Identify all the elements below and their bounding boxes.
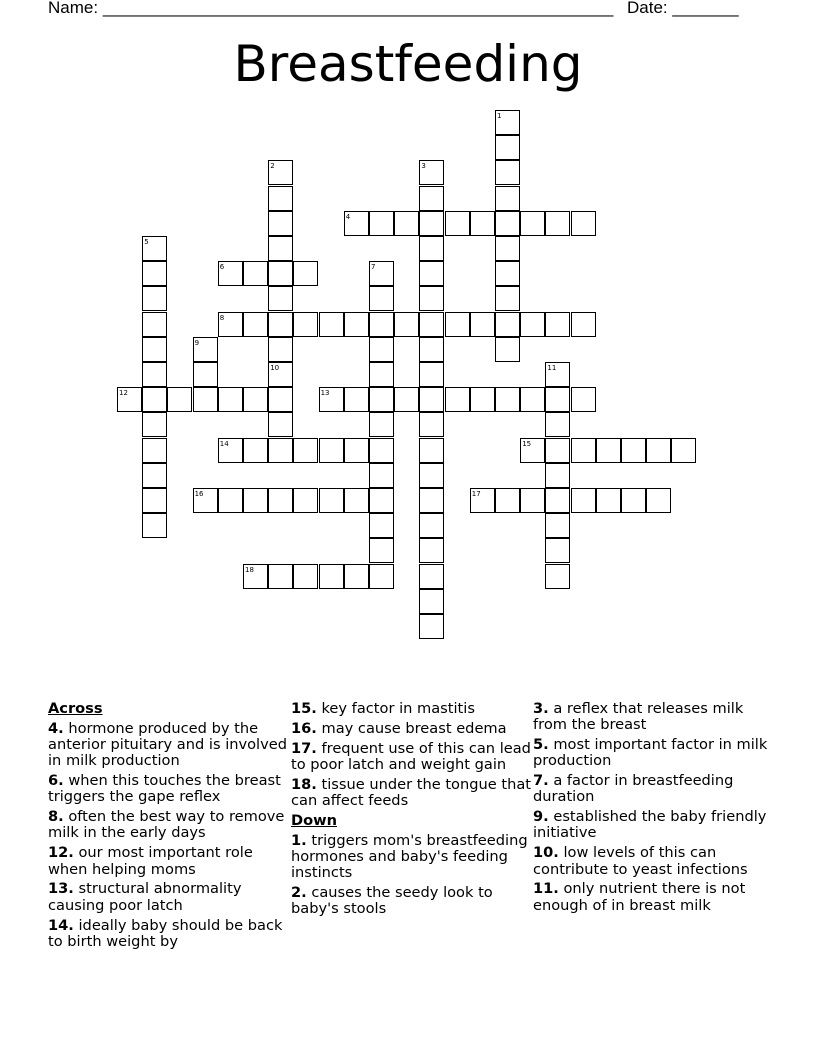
clue-number: 12 (119, 389, 128, 398)
grid-cell[interactable] (344, 211, 369, 236)
clue-number-label: 10. (533, 844, 559, 862)
grid-cell[interactable] (419, 286, 444, 311)
name-line[interactable]: ______________________________________________________ (102, 0, 614, 17)
clue-text: most important factor in milk production (533, 736, 768, 770)
across-clue (48, 845, 288, 877)
down-clue (533, 737, 773, 769)
grid-cell[interactable] (218, 261, 243, 286)
clue-number-label: 9. (533, 808, 549, 826)
grid-cell[interactable] (142, 337, 167, 362)
grid-cell[interactable] (495, 160, 520, 185)
clue-number-label: 11. (533, 880, 559, 898)
grid-cell[interactable] (142, 261, 167, 286)
clue-text: frequent use of this can lead to poor latch and weight gain (291, 739, 531, 773)
grid-cell[interactable] (293, 438, 318, 463)
clue-number-label: 5. (533, 736, 549, 754)
grid-cell[interactable] (419, 362, 444, 387)
grid-cell[interactable] (142, 387, 167, 412)
clue-text: tissue under the tongue that can affect feeds (291, 775, 531, 810)
grid-cell[interactable] (268, 564, 293, 589)
grid-cell[interactable] (520, 211, 545, 236)
grid-cell[interactable] (445, 312, 470, 337)
grid-cell[interactable] (243, 488, 268, 513)
clue-column-1 (48, 701, 288, 954)
clue-number: 7 (371, 263, 376, 272)
grid-cell[interactable] (293, 312, 318, 337)
grid-cell[interactable] (419, 236, 444, 261)
grid-cell[interactable] (117, 387, 142, 412)
clue-number: 11 (547, 364, 557, 372)
down-clue (533, 881, 773, 913)
grid-cell[interactable] (621, 488, 646, 513)
grid-cell[interactable] (142, 463, 167, 488)
grid-cell[interactable] (520, 438, 545, 463)
grid-cell[interactable] (142, 488, 167, 513)
clue-number: 6 (219, 263, 225, 272)
grid-cell[interactable] (268, 488, 293, 513)
grid-cell[interactable] (344, 564, 369, 589)
down-heading: Down (291, 811, 338, 829)
grid-cell[interactable] (369, 312, 394, 337)
grid-cell[interactable] (545, 513, 570, 538)
clue-number-label: 17. (291, 739, 317, 757)
grid-cell[interactable] (369, 337, 394, 362)
grid-cell[interactable] (268, 362, 293, 387)
grid-cell[interactable] (545, 438, 570, 463)
grid-cell[interactable] (142, 438, 167, 463)
clue-number: 17 (471, 490, 481, 498)
across-clue (291, 721, 531, 737)
grid-cell[interactable] (419, 463, 444, 488)
clue-text: when this touches the breast triggers the gape reflex (48, 772, 281, 806)
grid-cell[interactable] (142, 513, 167, 538)
grid-cell[interactable] (470, 312, 495, 337)
grid-cell[interactable] (268, 160, 293, 185)
grid-cell[interactable] (193, 387, 218, 412)
grid-cell[interactable] (495, 261, 520, 286)
grid-cell[interactable] (319, 312, 344, 337)
clue-number: 18 (245, 565, 254, 574)
grid-cell[interactable] (369, 211, 394, 236)
grid-cell[interactable] (193, 337, 218, 362)
clue-number-label: 7. (533, 772, 549, 790)
clue-text: key factor in mastitis (316, 700, 475, 717)
clue-text: triggers mom's breastfeeding hormones and baby's feeding instincts (291, 831, 528, 882)
grid-cell[interactable] (268, 312, 293, 337)
clue-number: 14 (219, 439, 229, 448)
clue-number-label: 8. (48, 808, 64, 826)
grid-cell[interactable] (243, 261, 268, 286)
clue-number-label: 15. (291, 700, 317, 717)
grid-cell[interactable] (520, 312, 545, 337)
down-clue (291, 885, 531, 917)
grid-cell[interactable] (545, 463, 570, 488)
grid-cell[interactable] (369, 513, 394, 538)
grid-cell[interactable] (419, 614, 444, 639)
grid-cell[interactable] (596, 488, 621, 513)
clue-text: established the baby friendly initiative (533, 808, 767, 842)
grid-cell[interactable] (495, 488, 520, 513)
grid-cell[interactable] (545, 538, 570, 563)
date-line[interactable]: _______ (672, 0, 739, 17)
grid-cell[interactable] (545, 387, 570, 412)
clue-number-label: 4. (48, 719, 64, 737)
grid-cell[interactable] (319, 387, 344, 412)
grid-cell[interactable] (268, 438, 293, 463)
grid-cell[interactable] (571, 312, 596, 337)
grid-cell[interactable] (495, 312, 520, 337)
grid-cell[interactable] (470, 387, 495, 412)
clue-number-label: 3. (533, 700, 549, 717)
grid-cell[interactable] (545, 412, 570, 437)
grid-cell[interactable] (571, 387, 596, 412)
grid-cell[interactable] (344, 387, 369, 412)
clue-number: 2 (270, 162, 275, 171)
grid-cell[interactable] (646, 438, 671, 463)
across-clue (48, 881, 288, 913)
across-clue (48, 809, 288, 841)
clue-text: a reflex that releases milk from the breast (533, 700, 744, 734)
clue-text: only nutrient there is not enough of in breast milk (533, 880, 746, 914)
grid-cell[interactable] (243, 438, 268, 463)
grid-cell[interactable] (495, 286, 520, 311)
clue-number-label: 2. (291, 884, 307, 902)
grid-cell[interactable] (621, 438, 646, 463)
grid-cell[interactable] (142, 286, 167, 311)
grid-cell[interactable] (293, 261, 318, 286)
grid-cell[interactable] (167, 387, 192, 412)
down-clue (533, 701, 773, 733)
clue-number: 8 (219, 313, 225, 322)
grid-cell[interactable] (268, 387, 293, 412)
clue-number-label: 13. (48, 880, 74, 898)
grid-cell[interactable] (293, 564, 318, 589)
clue-number: 1 (497, 112, 502, 120)
name-label: Name: (48, 0, 99, 17)
clue-text: a factor in breastfeeding duration (533, 772, 734, 806)
across-heading: Across (48, 700, 103, 717)
grid-cell[interactable] (419, 488, 444, 513)
grid-cell[interactable] (520, 387, 545, 412)
grid-cell[interactable] (369, 463, 394, 488)
grid-cell[interactable] (545, 564, 570, 589)
grid-cell[interactable] (193, 488, 218, 513)
grid-cell[interactable] (520, 488, 545, 513)
clue-number: 9 (194, 338, 200, 347)
grid-cell[interactable] (495, 211, 520, 236)
page-title: Breastfeeding (233, 35, 583, 93)
grid-cell[interactable] (495, 236, 520, 261)
grid-cell[interactable] (243, 564, 268, 589)
clue-text: hormone produced by the anterior pituitary and is involved in milk production (48, 719, 287, 770)
grid-cell[interactable] (369, 261, 394, 286)
grid-cell[interactable] (369, 564, 394, 589)
grid-cell[interactable] (394, 387, 419, 412)
grid-cell[interactable] (419, 337, 444, 362)
grid-cell[interactable] (268, 236, 293, 261)
grid-cell[interactable] (495, 135, 520, 160)
grid-cell[interactable] (470, 211, 495, 236)
grid-cell[interactable] (369, 438, 394, 463)
grid-cell[interactable] (571, 488, 596, 513)
clue-number-label: 14. (48, 916, 74, 934)
grid-cell[interactable] (470, 488, 495, 513)
clue-text: low levels of this can contribute to yeast infections (533, 844, 748, 878)
grid-cell[interactable] (218, 488, 243, 513)
grid-cell[interactable] (142, 236, 167, 261)
grid-cell[interactable] (419, 412, 444, 437)
grid-cell[interactable] (218, 312, 243, 337)
clue-number-label: 18. (291, 775, 317, 793)
grid-cell[interactable] (293, 488, 318, 513)
clue-text: causes the seedy look to baby's stools (291, 884, 493, 918)
clue-number: 3 (421, 162, 426, 171)
grid-cell[interactable] (394, 211, 419, 236)
grid-cell[interactable] (419, 513, 444, 538)
grid-cell[interactable] (142, 412, 167, 437)
clue-number-label: 12. (48, 844, 74, 862)
grid-cell[interactable] (369, 488, 394, 513)
grid-cell[interactable] (243, 387, 268, 412)
across-clue (48, 773, 288, 805)
clue-number: 4 (345, 212, 351, 221)
grid-cell[interactable] (419, 160, 444, 185)
clue-column-2 (291, 701, 531, 921)
grid-cell[interactable] (369, 538, 394, 563)
grid-cell[interactable] (445, 211, 470, 236)
grid-cell[interactable] (571, 438, 596, 463)
down-clue (291, 833, 531, 882)
clue-number: 10 (270, 364, 280, 372)
grid-cell[interactable] (571, 211, 596, 236)
clue-number-label: 6. (48, 772, 64, 790)
grid-cell[interactable] (369, 387, 394, 412)
grid-cell[interactable] (419, 261, 444, 286)
grid-cell[interactable] (369, 286, 394, 311)
across-clue (291, 777, 531, 809)
grid-cell[interactable] (142, 362, 167, 387)
grid-cell[interactable] (344, 488, 369, 513)
grid-cell[interactable] (545, 211, 570, 236)
grid-cell[interactable] (394, 312, 419, 337)
grid-cell[interactable] (319, 488, 344, 513)
grid-cell[interactable] (268, 337, 293, 362)
grid-cell[interactable] (419, 211, 444, 236)
grid-cell[interactable] (268, 261, 293, 286)
grid-cell[interactable] (419, 564, 444, 589)
across-clue (291, 741, 531, 773)
grid-cell[interactable] (495, 337, 520, 362)
grid-cell[interactable] (268, 186, 293, 211)
clue-text: structural abnormality causing poor latch (48, 880, 242, 914)
grid-cell[interactable] (268, 412, 293, 437)
grid-cell[interactable] (419, 589, 444, 614)
grid-cell[interactable] (545, 362, 570, 387)
grid-cell[interactable] (545, 312, 570, 337)
grid-cell[interactable] (596, 438, 621, 463)
clue-number: 5 (144, 238, 149, 246)
grid-cell[interactable] (268, 211, 293, 236)
clue-number: 13 (320, 389, 330, 398)
across-clue (48, 918, 288, 950)
grid-cell[interactable] (344, 438, 369, 463)
across-clue (48, 721, 288, 770)
clue-number-label: 1. (291, 831, 307, 849)
grid-cell[interactable] (495, 387, 520, 412)
grid-cell[interactable] (445, 387, 470, 412)
clue-text: often the best way to remove milk in the early days (48, 808, 285, 842)
grid-cell[interactable] (142, 312, 167, 337)
grid-cell[interactable] (419, 538, 444, 563)
clue-number: 15 (522, 439, 532, 448)
clue-text: our most important role when helping moms (48, 844, 253, 878)
down-clue (533, 809, 773, 841)
clue-text: may cause breast edema (316, 719, 507, 737)
across-clue (291, 701, 531, 717)
grid-cell[interactable] (344, 312, 369, 337)
grid-cell[interactable] (495, 110, 520, 135)
clue-text: ideally baby should be back to birth weight by (48, 916, 283, 950)
grid-cell[interactable] (646, 488, 671, 513)
clue-column-3 (533, 701, 773, 918)
grid-cell[interactable] (671, 438, 696, 463)
grid-cell[interactable] (218, 387, 243, 412)
grid-cell[interactable] (243, 312, 268, 337)
grid-cell[interactable] (369, 412, 394, 437)
clue-number: 16 (194, 490, 204, 498)
grid-cell[interactable] (419, 387, 444, 412)
grid-cell[interactable] (419, 438, 444, 463)
grid-cell[interactable] (419, 312, 444, 337)
grid-cell[interactable] (193, 362, 218, 387)
clue-number-label: 16. (291, 719, 317, 737)
grid-cell[interactable] (268, 286, 293, 311)
grid-cell[interactable] (495, 186, 520, 211)
grid-cell[interactable] (319, 438, 344, 463)
grid-cell[interactable] (319, 564, 344, 589)
grid-cell[interactable] (369, 362, 394, 387)
grid-cell[interactable] (419, 186, 444, 211)
grid-cell[interactable] (218, 438, 243, 463)
down-clue (533, 773, 773, 805)
date-label: Date: (627, 0, 668, 17)
down-clue (533, 845, 773, 877)
grid-cell[interactable] (545, 488, 570, 513)
